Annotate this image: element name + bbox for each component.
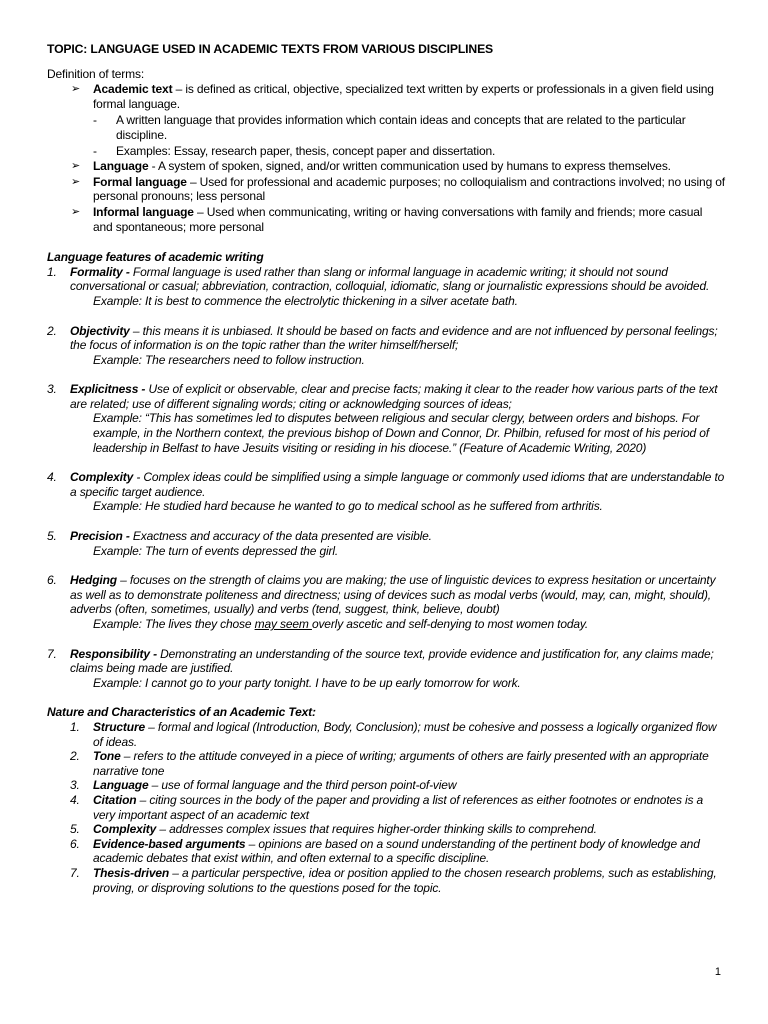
feature-number: 2. [47,323,57,338]
nature-number: 3. [70,778,80,793]
feature-item [47,470,725,514]
feature-title: Objectivity [70,323,130,338]
feature-text: – this means it is unbiased. It should be based on facts and evidence and are not influenced by personal feelings; the focus of information is on the topic rather than the writer himself/herself; [70,323,718,353]
arrow-bullet-icon: ➢ [71,175,81,188]
features-list [47,265,725,691]
arrow-bullet-icon: ➢ [71,205,81,218]
nature-item [47,720,725,749]
definitions-list [47,82,725,234]
feature-title: Precision - [70,529,130,544]
nature-item [47,822,725,837]
nature-heading: Nature and Characteristics of an Academic Text: [47,705,316,720]
feature-title: Complexity [70,470,134,485]
feature-title: Hedging [70,573,117,588]
nature-term: Thesis-driven [93,865,170,880]
page-number: 1 [714,966,721,978]
definition-text: – is defined as critical, objective, specialized text written by experts or professionals in a given field using formal language. [93,82,714,111]
feature-item [47,647,725,691]
underlined-phrase: may seem [254,617,312,631]
nature-item [47,778,725,793]
feature-number: 3. [47,382,57,397]
nature-text: – formal and logical (Introduction, Body, Conclusion); must be cohesive and possess a logically organized flow of ideas. [93,719,717,749]
nature-term: Language [93,778,149,793]
nature-item [47,793,725,822]
feature-text: Formal language is used rather than slang or informal language in academic writing; it should not sound conversational or casual; abbreviation, contraction, colloquial, idiomatic, slang or journalistic expressions should be avoided. [70,264,710,294]
feature-text: Use of explicit or observable, clear and precise facts; making it clear to the reader how various parts of the text are related; use of different signaling words; citing or acknowledging sources of ideas; [70,382,718,411]
nature-item [47,749,725,778]
definitions-label: Definition of terms: [47,66,145,81]
document-title: TOPIC: LANGUAGE USED IN ACADEMIC TEXTS FROM VARIOUS DISCIPLINES [47,42,494,56]
feature-example: Example: “This has sometimes led to disputes between religious and secular clergy, between orders and bishops. For example, in the Northern context, the previous bishop of Down and Connor, Dr. Philbin, refused for most of his period of leadership in Belfast to have Jesuits visiting or residing in his diocese.” (Feature of Academic Writing, 2020) [93,411,709,455]
nature-number: 1. [70,719,80,734]
dash-bullet-icon: - [93,113,97,128]
definition-term: Academic text [93,82,173,97]
nature-text: – refers to the attitude conveyed in a piece of writing; arguments of others are fairly presented with an appropriate narrative tone [93,749,709,778]
nature-number: 4. [70,792,80,807]
nature-text: – a particular perspective, idea or position applied to the chosen research problems, such as establishing, proving, or disproving solutions to the questions posed for the topic. [93,865,717,895]
nature-text: – addresses complex issues that requires higher-order thinking skills to comprehend. [156,822,597,837]
nature-text: – opinions are based on a sound understanding of the pertinent body of knowledge and academic debates that exist within, and often external to a specific discipline. [93,836,700,866]
nature-term: Structure [93,719,145,734]
feature-text: Demonstrating an understanding of the source text, provide evidence and justification for, any claims made; claims being made are justified. [70,646,714,676]
feature-example: Example: I cannot go to your party tonight. I have to be up early tomorrow for work. [93,675,521,690]
feature-example: Example: The turn of events depressed the girl. [93,543,339,558]
feature-number: 5. [47,529,57,544]
nature-term: Evidence-based arguments [93,836,246,851]
feature-item [47,382,725,455]
nature-term: Citation [93,792,137,807]
definition-item [47,205,725,234]
example-lead: Example: The lives they chose [93,617,255,631]
definition-term: Informal language [93,204,194,219]
definition-text: – Used for professional and academic purposes; no colloquialism and contractions involved; no using of personal pronouns; less personal [93,174,725,204]
nature-number: 2. [70,749,80,764]
arrow-bullet-icon: ➢ [71,160,81,173]
example-rest: overly ascetic and self-denying to most women today. [311,617,589,631]
nature-text: – citing sources in the body of the paper and providing a list of references as either footnotes or endnotes is a very important aspect of an academic text [93,792,704,822]
feature-title: Explicitness - [70,382,146,397]
feature-number: 7. [47,646,57,661]
definition-term: Language [93,159,149,174]
feature-example: Example: He studied hard because he wanted to go to medical school as he suffered from arthritis. [93,499,603,514]
nature-text: – use of formal language and the third person point-of-view [148,778,457,793]
definition-subitem-text: Examples: Essay, research paper, thesis, concept paper and dissertation. [116,143,496,158]
feature-title: Formality - [70,264,130,279]
nature-list [47,720,725,895]
definition-item [47,175,725,204]
nature-item [47,837,725,866]
nature-term: Complexity [93,822,157,837]
feature-item [47,265,725,309]
feature-example: Example: The researchers need to follow instruction. [93,352,365,367]
feature-title: Responsibility - [70,646,157,661]
nature-number: 5. [70,822,80,837]
feature-number: 4. [47,470,57,485]
feature-example [70,617,725,632]
feature-number: 6. [47,573,57,588]
feature-item [47,529,725,558]
nature-number: 7. [70,865,80,880]
definition-item [47,82,725,158]
definition-item [47,159,725,174]
feature-text: – focuses on the strength of claims you are making; the use of linguistic devices to express hesitation or uncertainty as well as to demonstrate politeness and directness; using of devices such as modal verbs (would, may, can, might, should), adverbs (often, sometimes, usually) and verbs (tend, suggest, think, believe, doubt) [70,573,716,617]
feature-text: - Complex ideas could be simplified using a simple language or commonly used idioms that are understandable to a specific target audience. [70,470,725,499]
definition-subitem [93,113,725,142]
feature-text: Exactness and accuracy of the data presented are visible. [129,529,432,544]
definition-sublist [93,113,725,158]
features-heading: Language features of academic writing [47,250,264,265]
definition-term: Formal language [93,174,187,189]
document-page [47,42,725,895]
feature-example: Example: It is best to commence the electrolytic thickening in a silver acetate bath. [93,293,518,308]
dash-bullet-icon: - [93,143,97,158]
nature-term: Tone [93,749,121,764]
arrow-bullet-icon: ➢ [71,83,81,96]
definition-subitem [93,144,725,159]
feature-number: 1. [47,264,57,279]
nature-item [47,866,725,895]
definition-subitem-text: A written language that provides information which contain ideas and concepts that are related to the particular discipline. [116,113,686,142]
definition-text: - A system of spoken, signed, and/or written communication used by humans to express themselves. [148,159,671,174]
definition-text: – Used when communicating, writing or having conversations with family and friends; more casual and spontaneous; more personal [93,204,703,234]
feature-item [47,324,725,368]
feature-item [47,573,725,631]
nature-number: 6. [70,836,80,851]
